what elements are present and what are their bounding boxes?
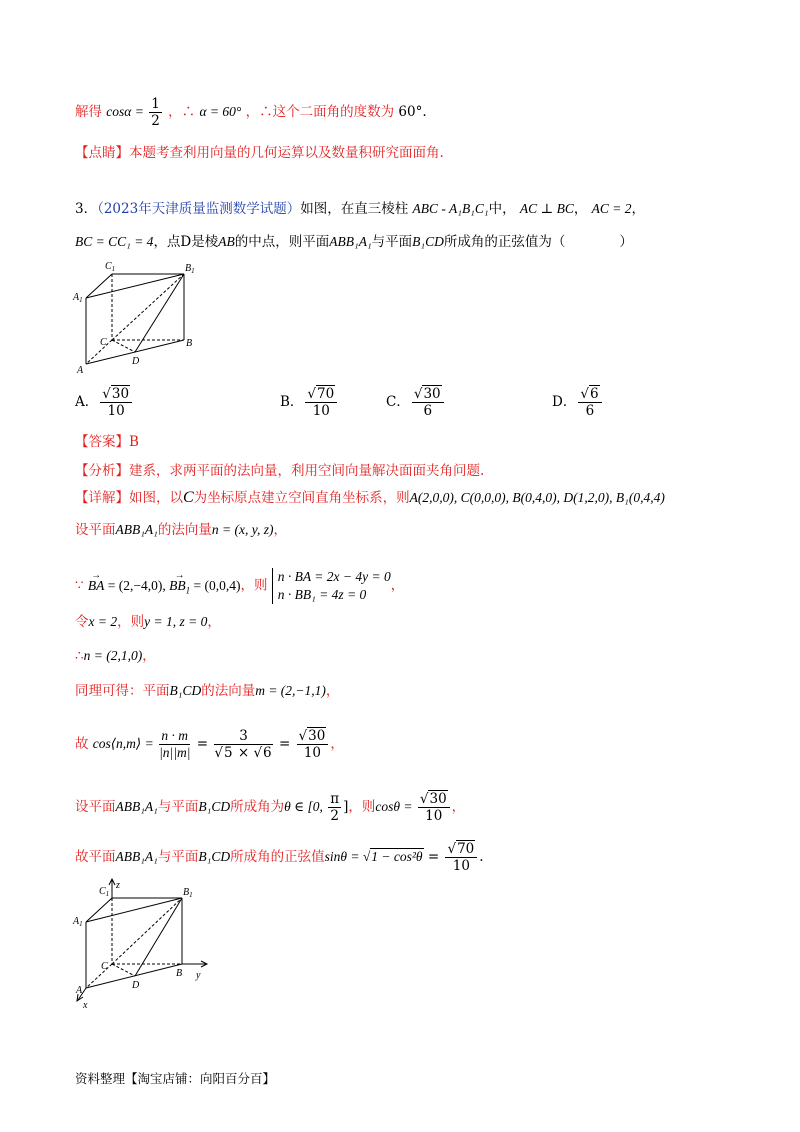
axis-y-label: y [196,970,201,981]
analysis-text: 建系，求两平面的法向量，利用空间向量解决面面夹角问题. [129,463,485,479]
axis-x-label: x [83,1000,88,1011]
text: 所成角的正弦值为（ ） [443,234,633,250]
math: n = (2,1,0) [83,648,143,663]
detail-line-5 [75,646,156,666]
frac-den: 6 [263,745,272,761]
text: ， [390,577,405,594]
frac-den: 10 [312,403,330,419]
option-fraction: $\frac{√70}{10}$ [305,386,337,419]
label-a: A [77,365,84,376]
equation-system [272,568,391,604]
text: ] [343,799,349,815]
frac-den: 10 [452,858,470,874]
text: . [422,104,427,120]
frac-den: 6 [423,403,433,419]
math-plane: ABB₁A₁ [115,799,158,814]
frac-den: |n||m| [159,745,191,760]
fraction [328,791,341,824]
text: × [233,745,254,761]
option-a[interactable] [75,386,134,419]
text: 如图，在直三棱柱 [300,201,409,217]
fraction-half [149,96,162,129]
frac-den: 10 [425,808,443,824]
text: 所成角为 [230,799,285,815]
text: 令 [75,614,89,630]
vec-bb1: → $BB_1$ [169,576,190,601]
math: sinθ = [324,849,363,864]
math: m = (2,−1,1) [255,683,326,698]
frac-num: π [330,791,340,807]
option-letter: B． [280,394,304,410]
frac-den: 10 [303,745,322,761]
frac-num: 30 [308,728,326,744]
math-plane: ABB₁A₁ [115,522,158,537]
math-ac: AC = 2 [591,201,632,216]
frac-num: 6 [589,386,599,402]
text: 设平面 [75,522,116,538]
math-origin: C [183,489,194,506]
math-perp: AC ⊥ BC [519,201,574,216]
detail-line-6 [75,681,339,701]
frac-num: n · m [159,728,190,745]
label-b1: $B_1$ [185,263,195,275]
frac-num: 30 [111,386,130,402]
frac-den: 2 [151,113,160,129]
math-plane: B₁CD [198,849,231,864]
frac-den: 10 [107,403,125,419]
math-ab: AB [218,234,235,249]
fraction: $\frac{√30}{10}$ [418,791,450,824]
question-line-1 [75,199,645,219]
label-b: B [176,968,183,979]
math-plane: B₁CD [198,799,231,814]
text: 所成角的正弦值 [230,849,325,865]
math-plane: B₁CD [412,234,444,249]
option-letter: A． [75,394,99,410]
label-d: D [132,356,140,367]
label-b: B [186,338,193,349]
text: ，∴ [168,104,196,120]
option-letter: D． [552,394,577,410]
label-d: D [132,980,140,991]
text: ， [330,736,344,752]
label-a1: $A_1$ [73,292,83,304]
frac-num: 1 [151,96,160,112]
vec-ba: → BA [88,576,105,596]
text: 与平面 [157,799,199,815]
comment-label: 【点睛】 [75,145,129,161]
text: ， [451,799,466,815]
frac-den: 5 [223,745,233,761]
answer-value: B [129,434,139,450]
text: 故 [75,736,89,752]
text: ，则 [117,614,145,630]
option-d[interactable] [552,386,604,419]
label-c1: $C_1$ [105,261,116,273]
label-a1: $A_1$ [73,916,83,928]
math-alpha: α = 60° [199,104,242,119]
text: ， [273,522,287,538]
math-coords: A(2,0,0), C(0,0,0), B(0,4,0), D(1,2,0), B₁(0,4,4) [409,490,665,505]
math: x = 2 [88,614,118,629]
detail-label: 【详解】 [75,490,129,506]
text: 与平面 [157,849,199,865]
option-b[interactable] [280,386,339,419]
text: ∵ [75,577,84,594]
text: 为坐标原点建立空间直角坐标系，则 [193,490,410,506]
math-plane: ABB₁A₁ [329,234,372,249]
coordinate-figure [70,876,220,1016]
text: ， [142,648,156,664]
question-source: （2023年天津质量监测数学试题） [97,201,301,217]
text: ，∴这个二面角的度数为 [245,104,395,120]
math-plane: ABB₁A₁ [115,849,158,864]
option-fraction: $\frac{√30}{10}$ [100,386,132,419]
question-line-2 [75,232,633,252]
footer-text: 资料整理【淘宝店铺：向阳百分百】 [75,1071,276,1086]
frac-den: 6 [585,403,595,419]
label-c: C [100,337,107,348]
detail-line-4 [75,612,221,632]
answer-line [75,432,139,452]
text: ， [325,683,340,699]
frac-num: 30 [429,791,447,807]
frac-num: 30 [423,386,441,402]
math-nvec: n = (x, y, z) [211,522,274,537]
text: = [196,736,213,752]
text: 设平面 [75,799,116,815]
math-plane: B₁CD [169,683,202,698]
frac-num: 70 [457,841,475,857]
text: 的法向量 [157,522,212,538]
comment-line [75,143,444,163]
axis-z-label: z [116,880,120,891]
text: 的法向量 [201,683,256,699]
frac-den: 2 [330,808,339,824]
math: cosθ = [375,799,416,814]
label-c1: $C_1$ [99,886,110,898]
detail-line-2 [75,520,287,540]
label-c: C [101,961,108,972]
prev-solution-line [75,96,427,129]
label-b1: $B_1$ [183,887,193,899]
math-value: = (0,0,4) [190,577,241,593]
text: 中， [488,201,516,217]
answer-label: 【答案】 [75,434,129,450]
text: = [278,736,295,752]
option-fraction: $\frac{√6}{6}$ [578,386,601,419]
analysis-line [75,461,484,481]
math: θ ∈ [0, [284,799,327,814]
option-letter: C． [386,394,410,410]
detail-line-9: 故平面ABB₁A₁与平面B₁CD所成角的正弦值sinθ = √1 − cos²θ = $\frac{√70}{10}$ . [75,841,484,874]
text: 如图，以 [129,490,183,506]
text: 与平面 [371,234,413,250]
frac-num: 3 [214,728,272,745]
text: ， [573,201,588,217]
fraction: $\frac{√30}{10}$ [297,728,329,761]
text: 解得 [75,104,102,120]
equation: n · BB₁ = 4z = 0 [277,587,367,602]
math-prism: ABC - A₁B₁C₁ [412,201,489,216]
text: ∴ [75,648,84,664]
math-value: = (2,−4,0), [104,577,170,593]
analysis-label: 【分析】 [75,463,129,479]
fraction: $\frac{3}{√5 \times √6}$ [214,728,272,761]
question-number: 3． [75,201,98,217]
comment-text: 本题考查利用向量的几何运算以及数量积研究面面角. [129,145,444,161]
frac-num: 70 [317,386,335,402]
option-fraction: $\frac{√30}{6}$ [412,386,444,419]
text: ， [631,201,645,217]
text: 同理可得：平面 [75,683,170,699]
detail-line-8 [75,791,465,824]
prism-figure [72,258,202,376]
math-bc: BC = CC₁ = 4 [75,234,154,249]
math-degree: 60° [398,104,423,120]
detail-line-1 [75,488,665,508]
math: cos⟨n,m⟩ = [92,736,158,751]
text: = [423,849,444,865]
equation: n · BA = 2x − 4y = 0 [277,569,391,584]
text: ，则 [348,799,376,815]
fraction: $\frac{√70}{10}$ [445,841,477,874]
fraction [159,728,190,761]
text: 的中点，则平面 [234,234,330,250]
option-c[interactable] [386,386,446,419]
math-cos: cosα = [106,104,148,119]
text: ， [207,614,221,630]
detail-line-3 [75,568,404,604]
label-a: A [76,985,83,996]
math: y = 1, z = 0 [144,614,208,629]
text: . [479,849,484,865]
text: ，点D是棱 [153,234,219,250]
detail-line-7 [75,728,344,761]
text: ，则 [240,577,268,594]
math-sqrt: 1 − cos²θ [371,849,423,864]
math-vectors [87,577,241,596]
text: 故平面 [75,849,116,865]
